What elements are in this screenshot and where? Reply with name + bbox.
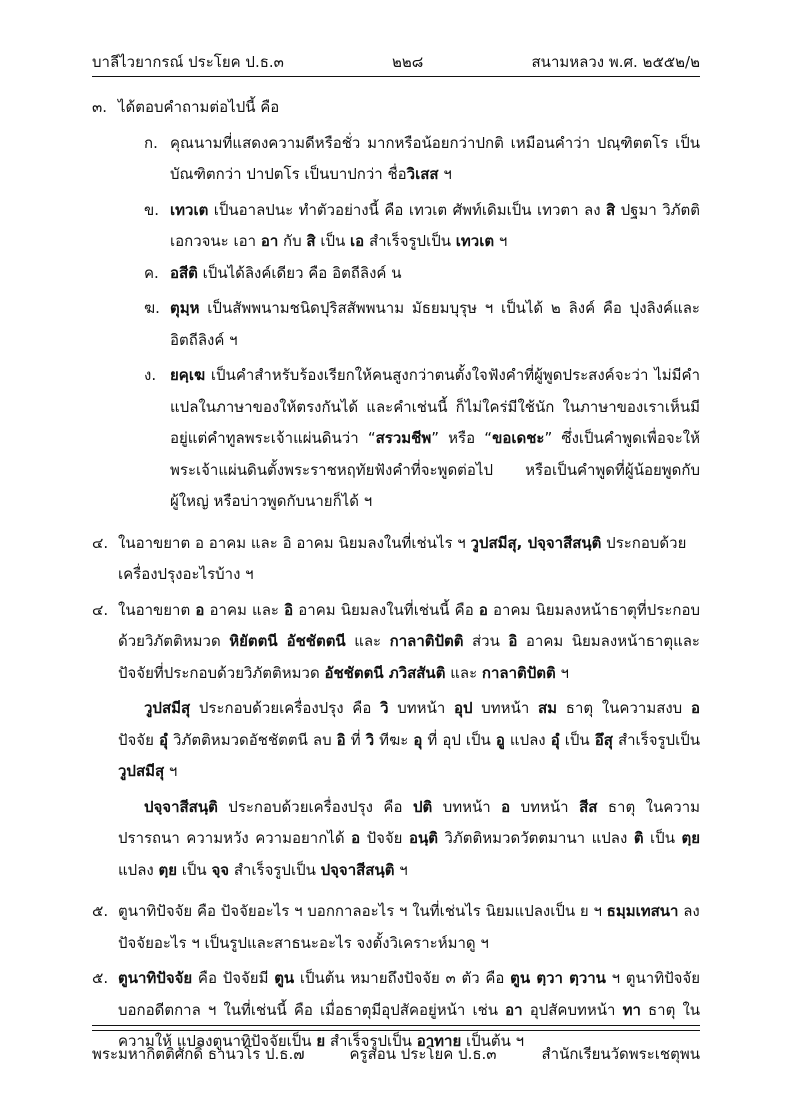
text-run: สำเร็จรูปเป็น: [612, 730, 700, 749]
item-label: ค.: [144, 263, 159, 282]
page-content: [92, 92, 700, 1058]
bold-term: เทวเต: [455, 232, 495, 250]
text-run: ฯ: [164, 762, 178, 780]
answer-4-paragraph-2: [92, 693, 700, 788]
item-label: ฆ.: [144, 299, 160, 317]
question-text: ได้ตอบคำถามต่อไปนี้ คือ: [118, 98, 280, 116]
text-run: เป็นอาลปนะ ทำตัวอย่างนี้ คือ เทวเต ศัพท์เดิมเป็น เทวตา ลง: [208, 200, 607, 219]
text-run: บทหน้า: [388, 699, 454, 717]
text-run: ฯ: [494, 232, 508, 250]
bold-term: วิ: [380, 699, 389, 717]
page-header: [92, 46, 700, 72]
bold-term: ตูน ตฺวา ตฺวาน: [510, 969, 606, 987]
page-footer: [92, 1040, 700, 1064]
text-run: คุณนามที่แสดงความดีหรือชั่ว มากหรือน้อยกว่าปกติ เหมือนคำว่า ปณฺฑิตตโร เป็นบัณฑิตกว่า ปาปตโร เป็นบาปกว่า ชื่อ: [170, 133, 700, 183]
bold-term: ตฺย: [681, 829, 700, 847]
text-run: อุปสัคบทหน้า: [522, 1000, 623, 1019]
bold-term: อู: [495, 730, 505, 749]
text-run: ธาตุ ในความปรารถนา ความหวัง ความอยากได้: [118, 797, 700, 847]
bold-term: อุํ: [158, 730, 168, 749]
text-run: ธาตุ ในความให้ แปลงตูนาทิปัจจัยเป็น: [118, 1000, 701, 1050]
footer-rule: [92, 1025, 700, 1026]
text-run: อาคม นิยมลงหน้าธาตุที่ประกอบ ด้วยวิภัตติหมวด: [118, 600, 700, 650]
text-run: วิภัตติหมวดวัตตมานา แปลง: [437, 829, 634, 847]
question-5: [92, 896, 700, 959]
footer-institution: สำนักเรียนวัดพระเชตุพน: [541, 1045, 700, 1063]
text-run: วิภัตติหมวดอัชชัตตนี ลบ: [167, 730, 337, 749]
page-number: ๒๒๘: [392, 53, 424, 71]
answer-3-e: [92, 360, 700, 518]
bold-term: สม: [538, 699, 558, 717]
bold-term: กาลาติปัตติ: [481, 663, 556, 682]
text-run: ตูนาทิปัจจัย คือ ปัจจัยอะไร ฯ บอกกาลอะไร ฯ ในที่เช่นไร นิยมแปลงเป็น ย ฯ: [118, 902, 607, 920]
bold-term: อุป: [454, 699, 473, 717]
text-run: อาคม นิยมลงในที่เช่นนี้ คือ: [293, 600, 479, 619]
bold-term: อึสุ: [594, 730, 613, 749]
bold-term: อุํ: [550, 730, 560, 749]
text-run: ปัจจัย: [360, 829, 409, 847]
text-run: ที่: [345, 730, 366, 749]
text-run: อาคม นิยมลงหน้าธาตุและปัจจัยที่ประกอบด้วยวิภัตติหมวด: [118, 632, 700, 682]
bold-term: วิเสส: [406, 165, 439, 183]
bold-term: อ: [501, 797, 511, 816]
question-3: [92, 92, 700, 124]
text-run: เป็น: [643, 829, 682, 847]
text-run: แปลง: [504, 730, 551, 749]
bold-term: เทวเต: [170, 200, 209, 219]
bold-term: ทา: [622, 1000, 641, 1019]
bold-term: ตูนาทิปัจจัย: [118, 969, 193, 987]
header-left: บาลีไวยากรณ์ ประโยค ป.ธ.๓: [92, 53, 284, 71]
bold-term: จฺจ: [211, 860, 230, 879]
text-run: และ: [345, 632, 390, 650]
footer-role: ครูสอน ประโยค ป.ธ.๓: [349, 1045, 497, 1063]
bold-term: ตูน: [274, 969, 295, 987]
header-right: สนามหลวง พ.ศ. ๒๕๕๒/๒: [531, 53, 700, 71]
bold-term: ยคฺเฆ: [170, 366, 206, 384]
bold-term: ธมฺมเทสนา: [606, 902, 679, 920]
bold-term: ขอเดชะ: [492, 429, 545, 447]
text-run: ” หรือ “: [431, 429, 493, 447]
answer-number: ๔.: [92, 600, 109, 619]
question-number: ๕.: [92, 902, 109, 920]
text-run: เป็นสัพพนามชนิดปุริสสัพพนาม มัธยมบุรุษ ฯ เป็นได้ ๒ ลิงค์ คือ ปุงลิงค์และ อิตถีลิงค์ ฯ: [170, 299, 700, 349]
text-run: เป็นคำสำหรับร้องเรียกให้คนสูงกว่าตนตั้งใจฟังคำที่ผู้พูดประสงค์จะว่า ไม่มีคำแปลในภาษาของให้ตรงกันได้ และคำเช่นนี้ ก็ไม่ใคร่มีใช้นัก ในภาษาของเราเห็นมีอยู่แต่คำทูลพระเจ้าแผ่นดินว่า “: [170, 366, 700, 447]
text-run: เป็นต้น ฯ: [461, 1032, 525, 1050]
item-label: ง.: [144, 366, 157, 384]
bold-term: อิ: [508, 632, 518, 650]
text-run: สำเร็จรูปเป็น: [364, 232, 456, 250]
text-run: ลงปัจจัยอะไร ฯ เป็นรูปและสาธนะอะไร จงตั้งวิเคราะห์มาดู ฯ: [118, 902, 700, 952]
bold-term: อสีติ: [170, 263, 198, 282]
text-run: แปลง: [118, 860, 159, 879]
question-number: ๔.: [92, 533, 109, 552]
text-run: ในอาขยาต อ อาคม และ อิ อาคม นิยมลงในที่เช่นไร ฯ: [118, 533, 471, 552]
bold-term: อ: [351, 829, 361, 847]
bold-term: อ: [195, 600, 205, 619]
answer-4-paragraph-3: [92, 792, 700, 887]
text-run: ประกอบด้วยเครื่องปรุงอะไรบ้าง ฯ: [118, 533, 687, 583]
question-number: ๓.: [92, 98, 108, 116]
answer-3-a: [92, 128, 700, 191]
bold-term: วูปสมีสุ: [118, 762, 165, 780]
bold-term: วิ: [365, 730, 375, 749]
text-run: บทหน้า: [510, 797, 580, 816]
text-run: ส่วน: [463, 632, 509, 650]
text-run: ฯ: [394, 860, 408, 879]
bold-term: ปจฺจาสีสนฺติ: [320, 860, 395, 879]
bold-term: วูปสมีสุ, ปจฺจาสีสนฺติ: [470, 533, 602, 552]
bold-term: ตุมฺห: [170, 299, 200, 317]
text-run: ฯ: [438, 165, 452, 183]
text-run: บทหน้า: [432, 797, 502, 816]
bold-term: สรวมชีพ: [375, 429, 432, 447]
answer-number: ๕.: [92, 969, 109, 987]
bold-term: อ: [478, 600, 488, 619]
answer-3-c: [92, 258, 700, 290]
question-4: [92, 528, 700, 591]
text-run: ฯ: [555, 663, 569, 682]
text-run: ฯ ตูนาทิปัจจัยบอกอดีตกาล ฯ ในที่เช่นนี้ คือ เมื่อธาตุมีอุปสัคอยู่หน้า เช่น: [118, 969, 700, 1019]
bold-term: ปติ: [412, 797, 433, 816]
text-run: เป็น: [315, 232, 351, 250]
bold-term: สีส: [579, 797, 598, 816]
bold-term: ติ: [633, 829, 644, 847]
text-run: ปัจจัย: [118, 730, 159, 749]
bold-term: อิ: [284, 600, 294, 619]
text-run: ที่ อุป เป็น: [422, 730, 496, 749]
text-run: คือ ปัจจัยมี: [192, 969, 275, 987]
bold-term: อัชชัตตนี ภวิสสันติ: [324, 663, 446, 682]
text-run: ปฐมา วิภัตติ เอกวจนะ เอา: [170, 200, 701, 250]
item-label: ก.: [144, 133, 158, 152]
text-run: เป็น: [177, 860, 212, 879]
bold-term: ตฺย: [158, 860, 178, 879]
bold-term: อิ: [336, 730, 346, 749]
text-run: ” ซึ่งเป็นคำพูดเพื่อจะให้พระเจ้าแผ่นดินตั้งพระราชหฤทัยฟังคำที่จะพูดต่อไป หรือเป็นคำพูดที่ผู้น้อยพูดกับผู้ใหญ่ หรือบ่าวพูดกับนายก็ได้ ฯ: [170, 429, 700, 510]
bold-term: สิ: [606, 200, 616, 219]
bold-term: อ: [690, 699, 700, 717]
text-run: เป็นต้น หมายถึงปัจจัย ๓ ตัว คือ: [294, 969, 511, 987]
header-rule: [92, 76, 700, 77]
bold-term: อนฺติ: [408, 829, 438, 847]
text-run: เป็น: [559, 730, 595, 749]
answer-4: [92, 595, 700, 690]
text-run: สำเร็จรูปเป็น: [229, 860, 321, 879]
text-run: ทีฆะ: [374, 730, 414, 749]
text-run: ธาตุ ในความสงบ: [557, 699, 691, 717]
bold-term: อาทาย: [416, 1032, 462, 1050]
text-run: ในอาขยาต: [118, 600, 196, 619]
text-run: อาคม และ: [204, 600, 285, 619]
bold-term: หิยัตตนี อัชชัตตนี: [229, 632, 346, 650]
bold-term: อา: [260, 232, 279, 250]
bold-term: อา: [505, 1000, 523, 1019]
bold-term: วูปสมีสุ: [144, 699, 191, 717]
bold-term: ปจฺจาสีสนฺติ: [144, 797, 218, 816]
text-run: และ: [445, 663, 482, 682]
text-run: บทหน้า: [472, 699, 538, 717]
text-run: กับ: [278, 232, 307, 250]
bold-term: อุ: [413, 730, 423, 749]
footer-author: พระมหากิตติศักดิ์ ธานวโร ป.ธ.๗: [92, 1045, 305, 1063]
item-label: ข.: [144, 200, 160, 219]
bold-term: กาลาติปัตติ: [389, 632, 464, 650]
answer-3-b: [92, 195, 700, 258]
bold-term: สิ: [306, 232, 316, 250]
text-run: ประกอบด้วยเครื่องปรุง คือ: [217, 797, 413, 816]
bold-term: เอ: [350, 232, 365, 250]
footer-rule-2: [92, 1030, 700, 1031]
answer-3-d: [92, 293, 700, 356]
text-run: ประกอบด้วยเครื่องปรุง คือ: [190, 699, 381, 717]
text-run: สำเร็จรูปเป็น: [325, 1032, 417, 1050]
text-run: เป็นได้ลิงค์เดียว คือ อิตถีลิงค์ น: [197, 263, 402, 282]
bold-term: ย: [316, 1032, 326, 1050]
